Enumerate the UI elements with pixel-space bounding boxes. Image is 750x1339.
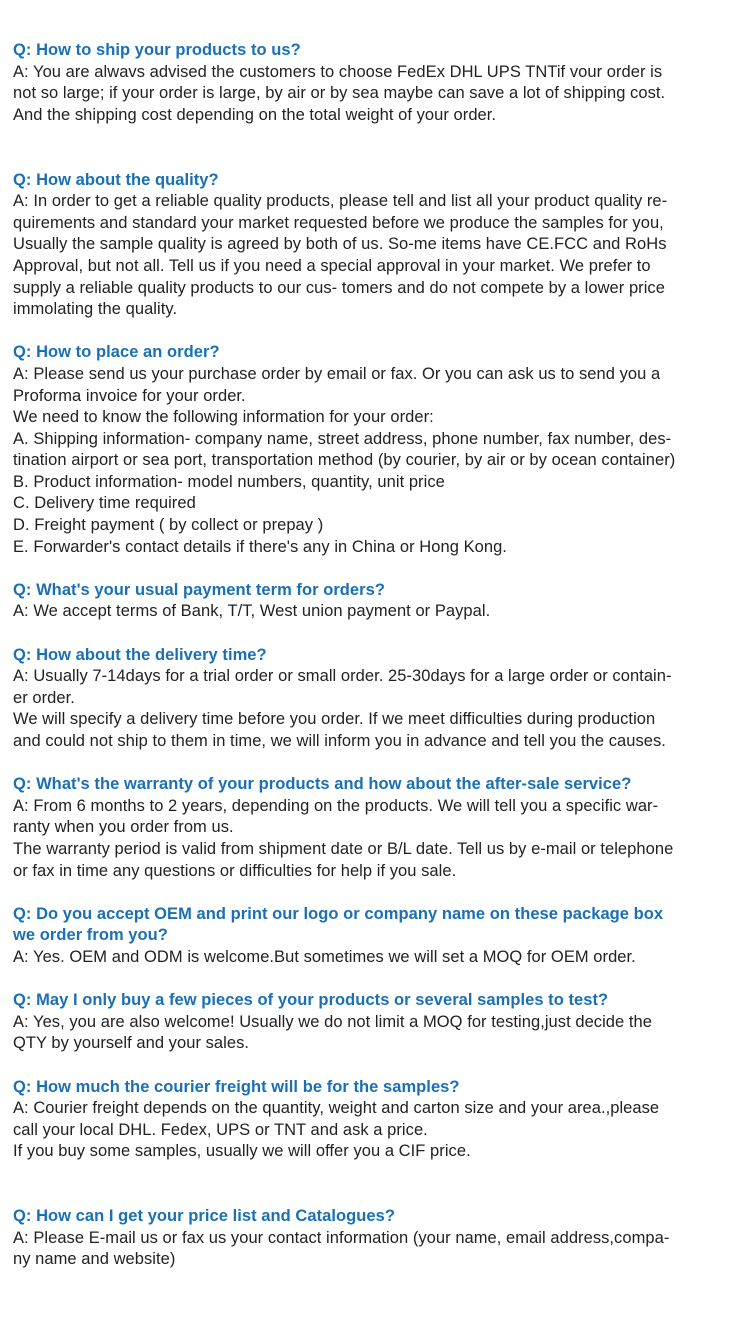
faq-answer-line: C. Delivery time required [13,494,196,513]
faq-item [13,342,737,558]
faq-answer-line: E. Forwarder's contact details if there's any in China or Hong Kong. [13,537,507,556]
faq-answer-line: immolating the quality. [13,300,178,319]
faq-item [13,1077,737,1163]
faq-answer-line: and could not ship to them in time, we will inform you in advance and tell you the causes. [13,732,666,750]
faq-item [13,1206,737,1271]
section-spacer [13,126,737,169]
faq-item [13,580,737,623]
faq-answer-line: A. Shipping information- company name, street address, phone number, fax number, des- [13,429,672,448]
section-spacer [13,969,737,991]
faq-item [13,645,737,753]
faq-answer-line: QTY by yourself and your sales. [13,1034,250,1053]
faq-question: Q: How to place an order? [13,343,220,362]
faq-answer-line: er order. [13,688,75,707]
faq-answer-line: Usually the sample quality is agreed by both of us. So-me items have CE.FCC and RoHs [13,235,667,254]
faq-answer-line: We will specify a delivery time before you order. If we meet difficulties during production [13,710,656,729]
section-spacer [13,1163,737,1206]
faq-item [13,40,737,126]
faq-question: Q: How about the delivery time? [13,645,267,664]
faq-answer-line: Proforma invoice for your order. [13,386,246,405]
faq-question: we order from you? [13,926,168,945]
faq-answer-line: call your local DHL. Fedex, UPS or TNT and ask a price. [13,1120,428,1139]
section-spacer [13,623,737,645]
faq-answer-line: A: Please E-mail us or fax us your contact information (your name, email address,compa- [13,1228,670,1247]
faq-question: Q: How much the courier freight will be for the samples? [13,1077,460,1096]
faq-answer-line: A: You are alwavs advised the customers to choose FedEx DHL UPS TNTif vour order is [13,62,663,81]
faq-answer-line: supply a reliable quality products to our cus- tomers and do not compete by a lower price [13,278,665,297]
section-spacer [13,753,737,775]
faq-answer-line: ny name and website) [13,1250,176,1269]
faq-item [13,170,737,321]
faq-question: Q: How to ship your products to us? [13,41,301,59]
faq-answer-line: A: From 6 months to 2 years, depending on the products. We will tell you a specific war- [13,796,659,815]
faq-answer-line: A: Courier freight depends on the quantity, weight and carton size and your area.,please [13,1099,660,1118]
faq-answer-line: tination airport or sea port, transportation method (by courier, by air or by ocean container) [13,451,676,470]
faq-answer-line: B. Product information- model numbers, quantity, unit price [13,472,445,491]
faq-question: Q: May I only buy a few pieces of your products or several samples to test? [13,991,609,1010]
faq-answer-line: quirements and standard your market requested before we produce the samples for you, [13,213,664,232]
faq-question: Q: What's the warranty of your products and how about the after-sale service? [13,775,632,794]
faq-answer-line: A: We accept terms of Bank, T/T, West union payment or Paypal. [13,602,491,621]
faq-answer-line: The warranty period is valid from shipment date or B/L date. Tell us by e-mail or telephone [13,839,674,858]
faq-question: Q: How about the quality? [13,170,219,189]
faq-answer-line: not so large; if your order is large, by air or by sea maybe can save a lot of shipping cost. [13,84,666,103]
faq-answer-line: ranty when you order from us. [13,818,234,837]
faq-item [13,774,737,882]
faq-answer-line: A: Please send us your purchase order by email or fax. Or you can ask us to send you a [13,364,661,383]
faq-answer-line: A: Usually 7-14days for a trial order or small order. 25-30days for a large order or contain- [13,667,672,686]
faq-item [13,904,737,969]
faq-item [13,990,737,1055]
faq-answer-line: A: Yes, you are also welcome! Usually we do not limit a MOQ for testing,just decide the [13,1012,652,1031]
section-spacer [13,882,737,904]
faq-question: Q: How can I get your price list and Catalogues? [13,1207,395,1226]
faq-answer-line: A: Yes. OEM and ODM is welcome.But sometimes we will set a MOQ for OEM order. [13,947,636,966]
section-spacer [13,1055,737,1077]
faq-answer-line: D. Freight payment ( by collect or prepay ) [13,516,324,535]
faq-answer-line: or fax in time any questions or difficulties for help if you sale. [13,861,457,880]
faq-question: Q: What's your usual payment term for orders? [13,580,385,599]
faq-answer-line: Approval, but not all. Tell us if you need a special approval in your market. We prefer to [13,256,651,275]
section-spacer [13,321,737,343]
section-spacer [13,558,737,580]
faq-answer-line: And the shipping cost depending on the total weight of your order. [13,105,497,124]
faq-answer-line: A: In order to get a reliable quality products, please tell and list all your product quality re- [13,192,668,211]
faq-answer-line: If you buy some samples, usually we will offer you a CIF price. [13,1142,471,1161]
faq-answer-line: We need to know the following information for your order: [13,408,434,427]
faq-question: Q: Do you accept OEM and print our logo or company name on these package box [13,904,664,923]
faq-document [13,40,737,1271]
